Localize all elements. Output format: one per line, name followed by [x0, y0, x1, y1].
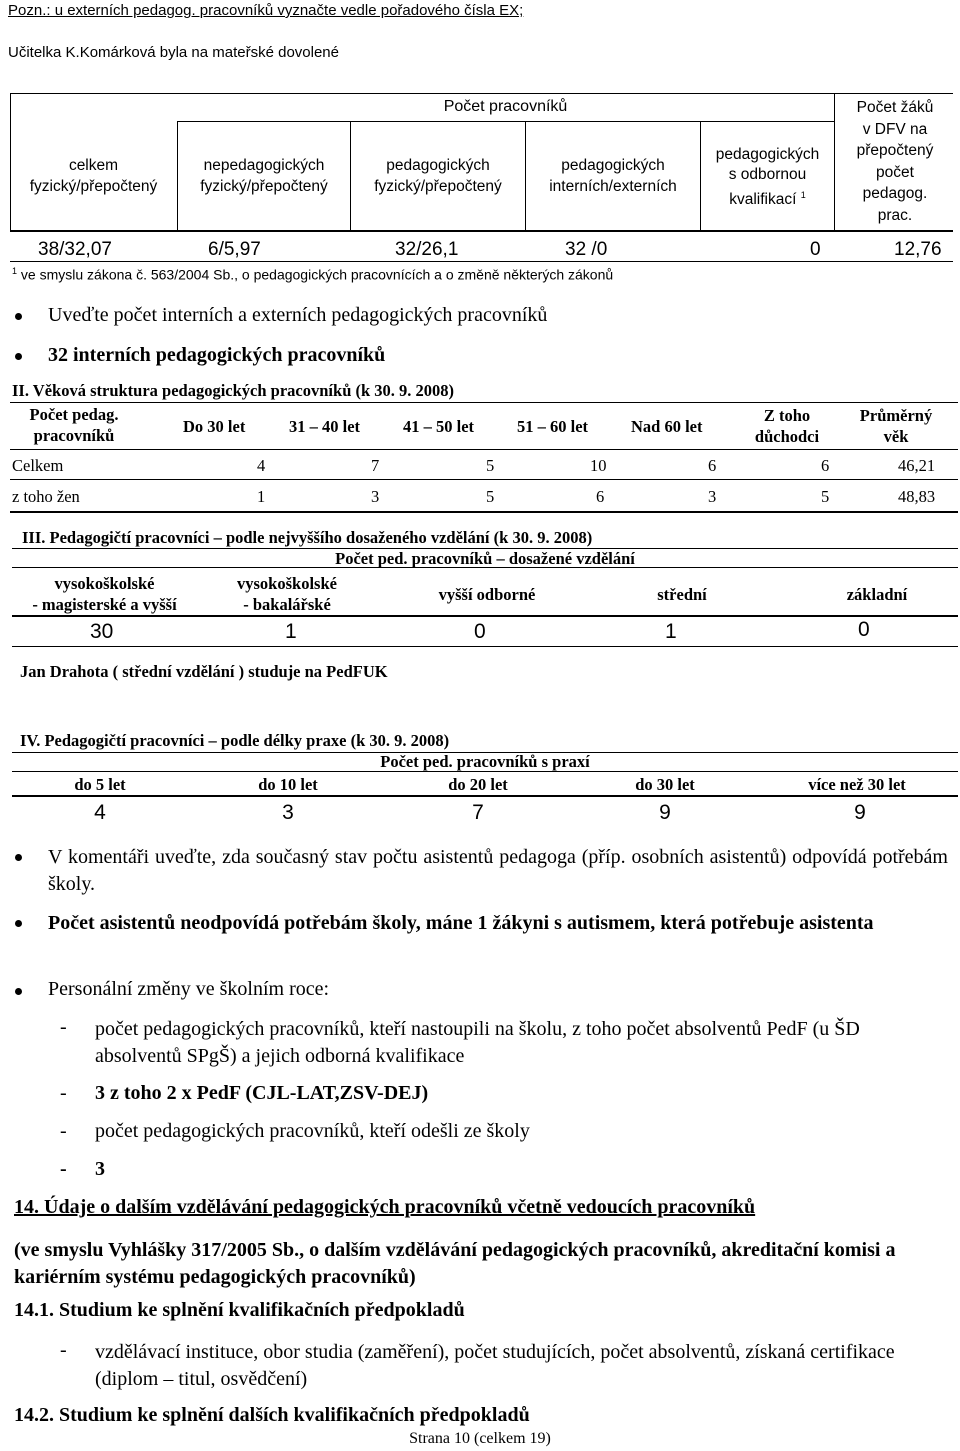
bullet-dot — [15, 920, 22, 927]
edu-head-master: vysokoškolské - magisterské a vyšší — [32, 574, 177, 614]
edu-value: 1 — [665, 620, 677, 643]
age-row-label: Celkem — [12, 456, 64, 475]
age-cell: 1 — [257, 487, 266, 506]
edu-head-bachelor: vysokoškolské - bakalářské — [237, 574, 337, 614]
age-head-count: Počet pedag. pracovníků — [29, 405, 119, 445]
bullet-intext-question: Uveďte počet interních a externích pedagogických pracovníků — [48, 304, 548, 326]
header-int-ext: pedagogických interních/externích — [549, 157, 677, 195]
age-cell: 5 — [486, 456, 495, 475]
age-title: II. Věková struktura pedagogických pracovníků (k 30. 9. 2008) — [12, 381, 455, 400]
practice-value: 7 — [472, 801, 484, 824]
section-14-1-item: vzdělávací instituce, obor studia (zaměření), počet studujících, počet absolventů, získaná certifikace (diplom – titul, osvědčení) — [95, 1341, 895, 1390]
bullet-personnel-changes: Personální změny ve školním roce: — [48, 978, 330, 1000]
practice-value: 9 — [854, 801, 866, 824]
age-row-label: z toho žen — [12, 487, 80, 506]
practice-title: IV. Pedagogičtí pracovníci – podle délky praxe (k 30. 9. 2008) — [20, 731, 450, 750]
dash-item-new-staff: počet pedagogických pracovníků, kteří nastoupili na školu, z toho počet absolventů PedF (u ŠD absolventů SPgŠ) a jejich odborná kvalifikace — [95, 1018, 860, 1067]
cell-ped: 32/26,1 — [395, 239, 459, 260]
practice-head: do 30 let — [635, 775, 695, 794]
edu-title: III. Pedagogičtí pracovníci – podle nejvyššího dosaženého vzdělání (k 30. 9. 2008) — [22, 528, 593, 547]
age-cell: 7 — [371, 456, 380, 475]
dash-marker: - — [60, 1120, 67, 1142]
age-head-retired: Z toho důchodci — [754, 406, 820, 446]
bullet-assistants-question: V komentáři uveďte, zda současný stav počtu asistentů pedagoga (příp. osobních asistentů) odpovídá potřebám školy. — [48, 846, 948, 895]
practice-head: do 5 let — [74, 775, 126, 794]
age-head-4: Nad 60 let — [631, 417, 703, 436]
edu-group-header: Počet ped. pracovníků – dosažené vzdělání — [335, 549, 635, 568]
note-maternity: Učitelka K.Komárková byla na mateřské dovolené — [8, 44, 339, 61]
practice-head: do 10 let — [258, 775, 318, 794]
dash-marker: - — [60, 1082, 67, 1104]
bullet-dot — [15, 353, 22, 360]
cell-qualified: 0 — [810, 239, 821, 260]
cell-total: 38/32,07 — [38, 239, 112, 260]
bullet-assistants-answer: Počet asistentů neodpovídá potřebám školy, máne 1 žákyni s autismem, která potřebuje asistenta — [48, 912, 874, 934]
header-qualified: pedagogických s odbornou kvalifikací $^1$ — [715, 146, 820, 209]
edu-head-secondary: střední — [657, 585, 707, 604]
edu-value: 30 — [90, 620, 114, 643]
header-pupils-per-teacher: Počet žáků v DFV na přepočtený počet pedagog. prac. — [856, 99, 934, 224]
practice-table — [12, 752, 958, 832]
bullet-dot — [15, 313, 22, 320]
practice-head: do 20 let — [448, 775, 508, 794]
cell-pupils: 12,76 — [894, 239, 942, 260]
section-14-subtitle: (ve smyslu Vyhlášky 317/2005 Sb., o dalším vzdělávání pedagogických pracovníků, akreditační komisi a kariérním systému pedagogických pracovníků) — [14, 1239, 896, 1288]
age-cell: 3 — [371, 487, 380, 506]
age-cell: 10 — [590, 456, 607, 475]
header-nonped: nepedagogických fyzický/přepočtený — [200, 157, 328, 195]
edu-table — [12, 548, 958, 648]
age-head-average: Průměrný věk — [859, 406, 933, 446]
section-14-title: 14. Údaje o dalším vzdělávání pedagogických pracovníků včetně vedoucích pracovníků — [14, 1196, 756, 1218]
dash-marker: - — [60, 1158, 67, 1180]
age-head-0: Do 30 let — [183, 417, 246, 436]
dash-item-left-staff-answer: 3 — [95, 1158, 105, 1180]
edu-value: 1 — [285, 620, 297, 643]
practice-value: 4 — [94, 801, 106, 824]
age-cell: 5 — [821, 487, 830, 506]
age-cell: 4 — [257, 456, 266, 475]
dash-item-left-staff: počet pedagogických pracovníků, kteří odešli ze školy — [95, 1120, 530, 1142]
page-number: Strana 10 (celkem 19) — [409, 1430, 551, 1447]
dash-item-new-staff-answer: 3 z toho 2 x PedF (CJL-LAT,ZSV-DEJ) — [95, 1082, 429, 1104]
age-cell: 48,83 — [898, 487, 936, 506]
age-cell: 6 — [708, 456, 717, 475]
dash-marker: - — [60, 1016, 67, 1038]
age-head-3: 51 – 60 let — [517, 417, 589, 436]
staff-table — [10, 93, 960, 263]
age-head-1: 31 – 40 let — [289, 417, 361, 436]
practice-head: více než 30 let — [808, 775, 906, 794]
section-14-1-title: 14.1. Studium ke splnění kvalifikačních předpokladů — [14, 1299, 465, 1321]
header-ped: pedagogických fyzický/přepočtený — [374, 157, 502, 195]
section-14-2-title: 14.2. Studium ke splnění dalších kvalifikačních předpokladů — [14, 1404, 530, 1426]
edu-head-basic: základní — [846, 585, 908, 604]
note-ex: Pozn.: u externích pedagog. pracovníků vyznačte vedle pořadového čísla EX; — [8, 2, 524, 19]
practice-value: 9 — [659, 801, 671, 824]
cell-nonped: 6/5,97 — [208, 239, 261, 260]
edu-value: 0 — [858, 618, 870, 641]
age-cell: 6 — [821, 456, 830, 475]
cell-int-ext: 32 /0 — [565, 239, 608, 260]
bullet-dot — [15, 988, 22, 995]
edu-head-higher-vocational: vyšší odborné — [438, 585, 536, 604]
bullet-intext-answer: 32 interních pedagogických pracovníků — [48, 344, 386, 366]
age-head-2: 41 – 50 let — [403, 417, 475, 436]
dash-marker: - — [60, 1339, 67, 1361]
age-cell: 5 — [486, 487, 495, 506]
edu-value: 0 — [474, 620, 486, 643]
footnote: $^1$ ve smyslu zákona č. 563/2004 Sb., o pedagogických pracovnících a o změně některých zákonů — [12, 266, 614, 283]
age-cell: 46,21 — [898, 456, 936, 475]
staff-group-header: Počet pracovníků — [443, 98, 568, 115]
practice-value: 3 — [282, 801, 294, 824]
header-total: celkem fyzický/přepočtený — [29, 157, 158, 195]
age-cell: 6 — [596, 487, 605, 506]
bullet-dot — [15, 854, 22, 861]
practice-group-header: Počet ped. pracovníků s praxí — [380, 752, 590, 771]
age-table — [10, 402, 960, 512]
age-cell: 3 — [708, 487, 717, 506]
edu-note: Jan Drahota ( střední vzdělání ) studuje na PedFUK — [20, 662, 388, 681]
